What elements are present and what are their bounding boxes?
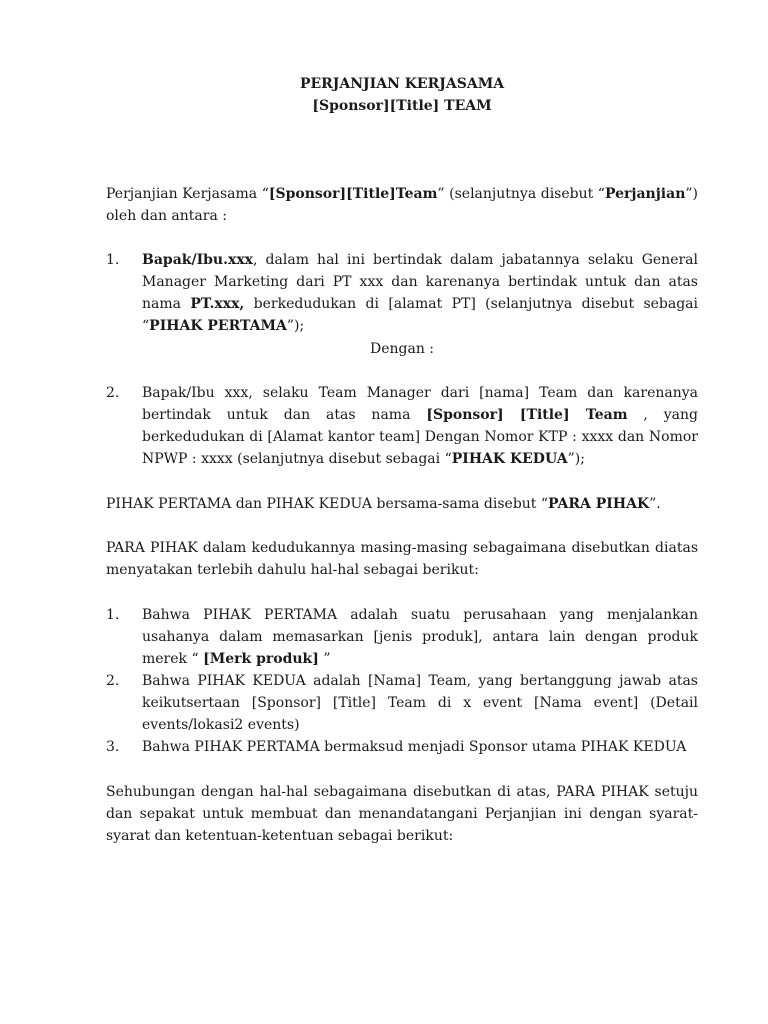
- point-2-text: Bahwa PIHAK KEDUA adalah [Nama] Team, yang bertanggung jawab atas keikutsertaan [Sponsor] [Title] Team di x event [Nama event] (Detail events/lokasi2 events): [142, 673, 698, 733]
- intro-text-1: Perjanjian Kerjasama “: [106, 186, 269, 202]
- party-1-text: [142, 249, 698, 337]
- party-2-item: [106, 382, 698, 470]
- intro-text-3: ”) oleh dan antara :: [106, 186, 698, 224]
- party-1-text-2: berkedudukan di [alamat PT] (selanjutnya disebut sebagai “: [142, 296, 699, 334]
- party-1-item: [106, 249, 698, 337]
- point-3-number: 3.: [106, 739, 120, 755]
- party-2-bold-1: [Sponsor] [Title] Team: [426, 407, 628, 423]
- party-1-number: 1.: [106, 252, 120, 268]
- party-2-text-2: , yang berkedudukan di [Alamat kantor team] Dengan Nomor KTP : xxxx dan Nomor NPWP : xxxx (selanjutnya disebut sebagai “: [142, 407, 698, 467]
- point-3-item: [106, 736, 698, 758]
- party-2-bold-2: PIHAK KEDUA: [451, 451, 568, 467]
- party-1-bold-3: PIHAK PERTAMA: [149, 318, 287, 334]
- point-2-item: [106, 670, 698, 736]
- para-pihak-text-2: ”.: [649, 496, 661, 512]
- para-pihak-paragraph: [106, 493, 698, 515]
- point-1-text-1: Bahwa PIHAK PERTAMA adalah suatu perusahaan yang menjalankan usahanya dalam memasarkan [jenis produk], antara lain dengan produk merek “: [142, 607, 698, 667]
- point-1-item: [106, 604, 698, 670]
- point-1-text: [142, 604, 698, 670]
- para-pihak-bold: PARA PIHAK: [548, 496, 650, 512]
- party-1-text-1: , dalam hal ini bertindak dalam jabatannya selaku General Manager Marketing dari PT xxx dan karenanya bertindak untuk dan atas nama: [142, 252, 698, 312]
- para-pihak-text-1: PIHAK PERTAMA dan PIHAK KEDUA bersama-sama disebut “: [106, 496, 549, 512]
- intro-bold-1: [Sponsor][Title]Team: [268, 186, 438, 202]
- point-1-text-2: ”: [318, 651, 331, 667]
- point-3-text: Bahwa PIHAK PERTAMA bermaksud menjadi Sponsor utama PIHAK KEDUA: [142, 739, 687, 755]
- party-2-text-3: ”);: [567, 451, 585, 467]
- party-1-bold-2: PT.xxx,: [190, 296, 245, 312]
- dengan-label: Dengan :: [369, 341, 435, 357]
- intro-paragraph: [106, 183, 698, 227]
- party-1-text-3: ”);: [286, 318, 305, 334]
- party-2-number: 2.: [106, 385, 120, 401]
- intro-text-2: ” (selanjutnya disebut “: [437, 186, 605, 202]
- point-1-bold: [Merk produk]: [203, 651, 319, 667]
- party-1-bold-1: Bapak/Ibu.xxx: [142, 252, 254, 268]
- intro-bold-2: Perjanjian: [604, 186, 686, 202]
- party-2-text: [142, 382, 698, 470]
- point-1-number: 1.: [106, 607, 120, 623]
- document-subtitle: [Sponsor][Title] TEAM: [312, 98, 492, 114]
- statement-paragraph: PARA PIHAK dalam kedudukannya masing-masing sebagaimana disebutkan diatas menyatakan terlebih dahulu hal-hal sebagai berikut:: [106, 540, 698, 578]
- point-2-number: 2.: [106, 673, 120, 689]
- document-title: PERJANJIAN KERJASAMA: [299, 76, 505, 92]
- party-2-text-1: Bapak/Ibu xxx, selaku Team Manager dari [nama] Team dan karenanya bertindak untuk dan atas nama: [142, 385, 698, 423]
- closing-paragraph: Sehubungan dengan hal-hal sebagaimana disebutkan di atas, PARA PIHAK setuju dan sepakat untuk membuat dan menandatangani Perjanjian ini dengan syarat-syarat dan ketentuan-ketentuan sebagai berikut:: [106, 784, 698, 844]
